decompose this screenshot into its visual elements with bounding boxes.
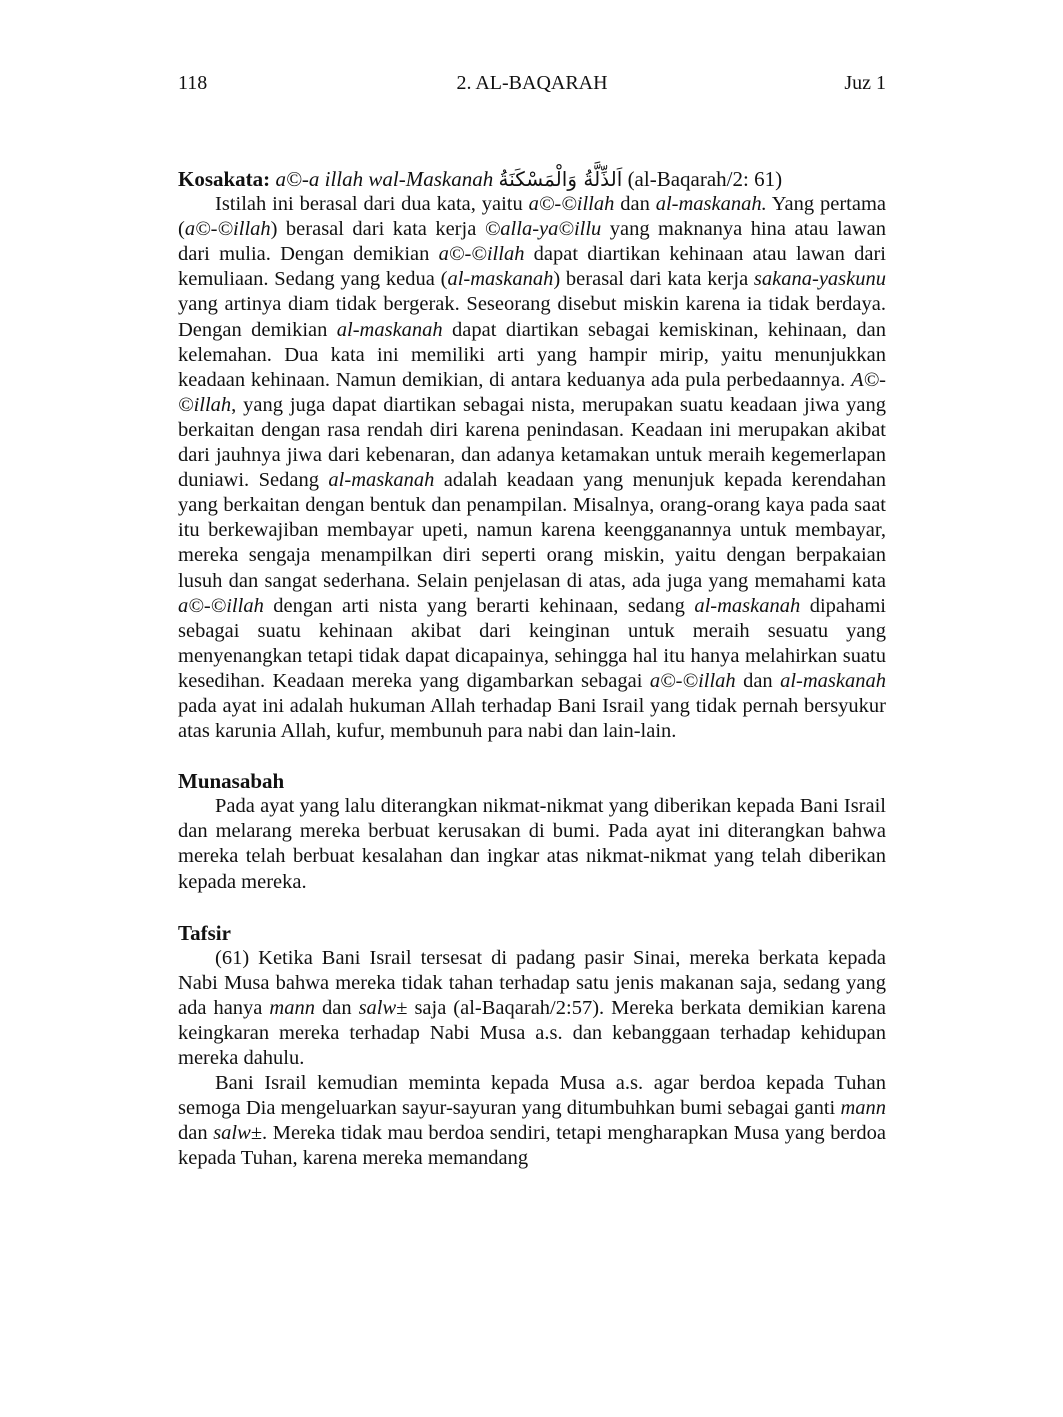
italic-term: a©-©illah [528,193,615,216]
kosakata-arabic: اَلذِّلَّةُ وَالْمَسْكَنَةُ [498,167,623,191]
text-run: dan [178,1122,214,1145]
text-run: dipahami sebagai suatu kehinaan akibat dari keinginan untuk meraih sesuatu yang menyenangkan tetapi tidak dapat dicapainya, sehingga hal itu hanya melahirkan suatu kesedihan. Keadaan mereka yang digambarkan sebagai [178,594,886,692]
tafsir-heading: Tafsir [178,920,231,945]
section-gap [178,895,886,921]
italic-term: al-maskanah [336,318,443,341]
text-run: dan [735,669,781,692]
italic-term: salw± [358,996,408,1019]
text-run: Bani Israil kemudian meminta kepada Musa a.s. agar berdoa kepada Tuhan semoga Dia mengeluarkan sayur-sayuran yang ditumbuhkan bumi sebagai ganti [178,1072,886,1120]
running-header [178,72,886,98]
text-run: saja (al-Baqarah/2:57). Mereka berkata demikian karena keingkaran mereka terhadap Nabi Musa a.s. dan kebanggaan terhadap kehidupan mereka dahulu. [178,996,886,1070]
page-content [178,167,886,1172]
text-run: (61) Ketika Bani Israil tersesat di padang pasir Sinai, mereka berkata kepada Nabi Musa bahwa mereka tidak tahan terhadap satu jenis makanan saja, sedang yang ada hanya [178,946,886,1019]
kosakata-term: a©-a illah wal-Maskanah [275,167,494,191]
page-number: 118 [178,72,208,94]
italic-term: al-maskanah [780,669,886,692]
italic-term: al-maskanah. [655,193,767,216]
surah-title: 2. AL-BAQARAH [456,72,608,94]
italic-term: mann [840,1097,886,1120]
italic-term: ©alla-ya©illu [484,218,602,241]
text-run: dengan arti nista yang berarti kehinaan, sedang [263,594,695,617]
text-run: . Mereka tidak mau berdoa sendiri, tetapi mengharapkan Musa yang berdoa kepada Tuhan, karena mereka memandang [178,1122,886,1170]
tafsir-paragraph-1 [178,946,886,1071]
italic-term: sakana-yaskunu [753,268,887,291]
text-run: dan [314,996,359,1019]
text-run: adalah keadaan yang menunjuk kepada kerendahan yang berkaitan dengan bentuk dan penampilan. Misalnya, orang-orang kaya pada saat itu berkewajiban membayar upeti, namun karena keengganannya untuk membayar, mereka sengaja menampilkan diri seperti orang miskin, yaitu dengan berpakaian lusuh dan sangat sederhana. Selain penjelasan di atas, ada juga yang memahami kata [178,469,886,592]
italic-term: a©-©illah [438,243,525,266]
text-run: , yang juga dapat diartikan sebagai nista, merupakan suatu keadaan jiwa yang berkaitan dengan rasa rendah diri karena penindasan. Keadaan ini merupakan akibat dari jauhnya jiwa dari kebenaran, dan adanya ketamakan untuk meraih kegemerlapan duniawi. Sedang [178,393,886,492]
italic-term: mann [269,996,315,1019]
italic-term: a©-©illah [178,594,264,617]
italic-term: al-maskanah [328,469,435,492]
text-run: dan [614,193,656,216]
italic-term: al-maskanah [694,594,801,617]
kosakata-paragraph [178,192,886,744]
juz-label: Juz 1 [844,72,886,94]
text-run: dapat diartikan sebagai kemiskinan, kehinaan, dan kelemahan. Dua kata ini memiliki arti yang hampir mirip, yaitu menunjukkan keadaan kehinaan. Namun demikian, di antara keduanya ada pula perbedaannya. [178,318,886,391]
text-run: dapat diartikan kehinaan atau lawan dari kemuliaan. Sedang yang kedua ( [178,243,887,291]
section-gap [178,744,886,769]
italic-term: A©-©illah [178,368,886,416]
text-run: ) berasal dari kata kerja [270,218,485,241]
kosakata-reference: (al-Baqarah/2: 61) [627,167,783,191]
italic-term: al-maskanah [447,268,554,291]
text-run: yang maknanya hina atau lawan dari mulia. Dengan demikian [178,218,886,266]
italic-term: a©-©illah [649,669,736,692]
text-run: pada ayat ini adalah hukuman Allah terhadap Bani Israil yang tidak pernah bersyukur atas karunia Allah, kufur, membunuh para nabi dan lain-lain. [178,694,886,743]
text-run: Yang pertama ( [178,193,887,241]
kosakata-label: Kosakata: [178,167,271,191]
munasabah-heading: Munasabah [178,769,285,794]
text-run: yang artinya diam tidak bergerak. Seseorang disebut miskin karena ia tidak berdaya. Dengan demikian [178,293,886,341]
text-run: ) berasal dari kata kerja [553,268,754,291]
kosakata-heading [178,167,886,192]
munasabah-paragraph: Pada ayat yang lalu diterangkan nikmat-nikmat yang diberikan kepada Bani Israil dan melarang mereka berbuat kerusakan di bumi. Pada ayat ini diterangkan bahwa mereka telah berbuat kesalahan dan ingkar atas nikmat-nikmat yang telah diberikan kepada mereka. [178,795,886,893]
text-run: Istilah ini berasal dari dua kata, yaitu [215,193,529,216]
italic-term: salw± [213,1122,263,1145]
italic-term: a©-©illah [184,218,271,241]
tafsir-paragraph-2 [178,1071,886,1171]
